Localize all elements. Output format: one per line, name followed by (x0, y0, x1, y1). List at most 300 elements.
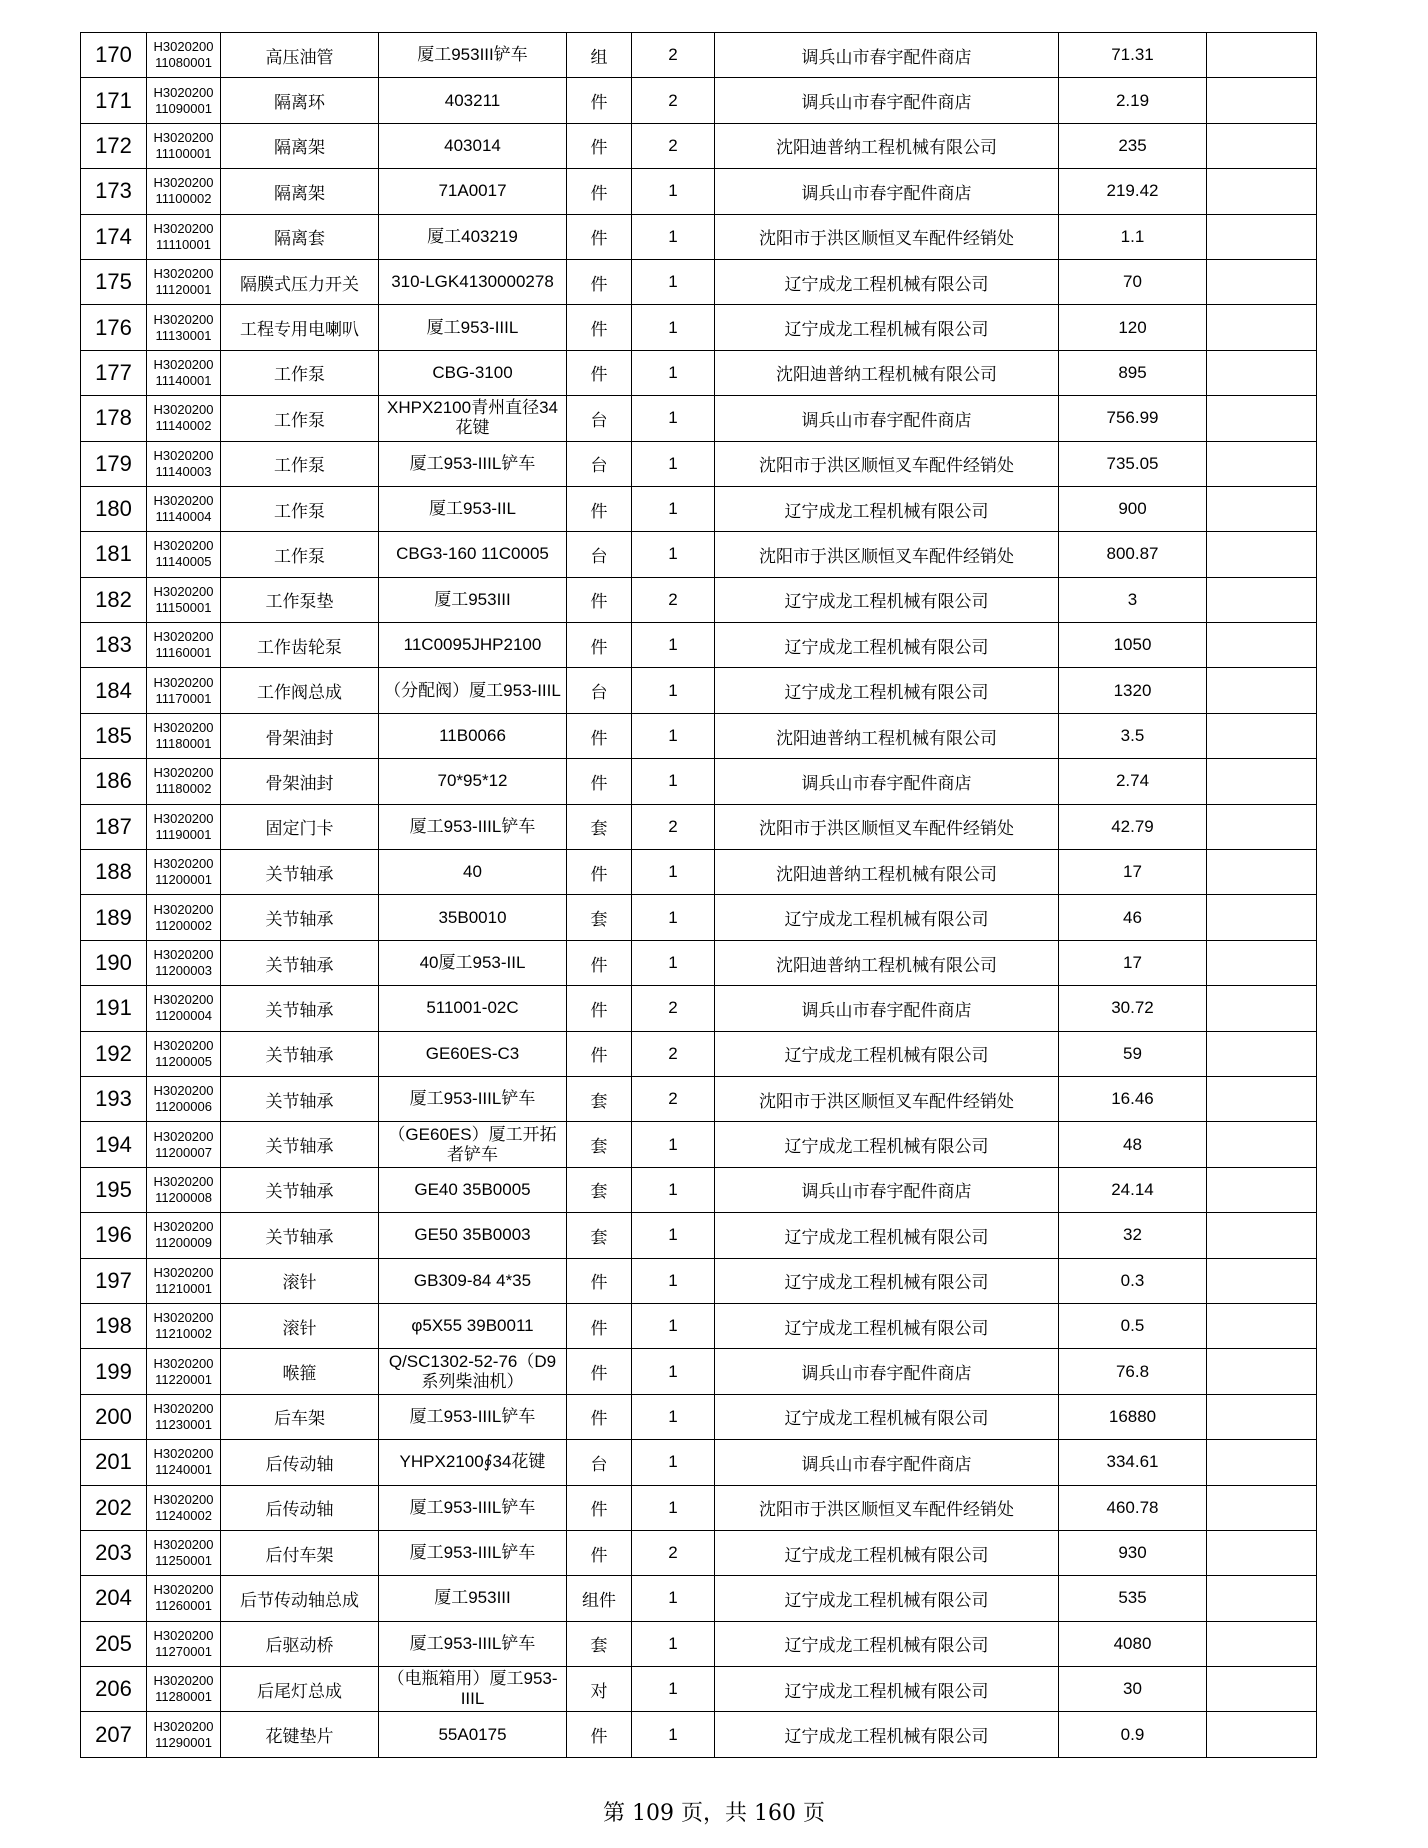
remark (1207, 1621, 1317, 1666)
unit: 台 (567, 396, 632, 441)
quantity: 1 (632, 441, 715, 486)
remark (1207, 259, 1317, 304)
remark (1207, 713, 1317, 758)
quantity: 1 (632, 713, 715, 758)
row-number: 195 (81, 1167, 147, 1212)
part-name: 工程专用电喇叭 (221, 305, 379, 350)
part-spec: 厦工953III (379, 577, 567, 622)
remark (1207, 78, 1317, 123)
material-code (147, 1485, 221, 1530)
quantity: 1 (632, 1667, 715, 1712)
remark (1207, 668, 1317, 713)
remark (1207, 396, 1317, 441)
unit-price: 0.5 (1059, 1303, 1207, 1348)
material-code (147, 623, 221, 668)
unit-price: 235 (1059, 123, 1207, 168)
part-name: 固定门卡 (221, 804, 379, 849)
part-spec: φ5X55 39B0011 (379, 1303, 567, 1348)
part-spec: 厦工953-IIIL铲车 (379, 1485, 567, 1530)
unit-price: 735.05 (1059, 441, 1207, 486)
part-name: 工作泵垫 (221, 577, 379, 622)
table-row (81, 532, 1317, 577)
supplier: 辽宁成龙工程机械有限公司 (715, 1621, 1059, 1666)
remark (1207, 1576, 1317, 1621)
table-row (81, 123, 1317, 168)
quantity: 1 (632, 1485, 715, 1530)
material-code-line: H3020200 (153, 175, 214, 191)
part-name: 工作阀总成 (221, 668, 379, 713)
table-row (81, 759, 1317, 804)
unit-price: 1.1 (1059, 214, 1207, 259)
material-code-line: 11140001 (155, 372, 212, 388)
part-spec: GE40 35B0005 (379, 1167, 567, 1212)
supplier: 沈阳市于洪区顺恒叉车配件经销处 (715, 804, 1059, 849)
quantity: 2 (632, 33, 715, 78)
table-row (81, 396, 1317, 441)
material-code-line: 11200009 (155, 1235, 212, 1251)
material-code-line: H3020200 (153, 84, 214, 100)
part-spec: 厦工953-IIIL铲车 (379, 1394, 567, 1439)
unit: 件 (567, 713, 632, 758)
material-code-line: 11130001 (155, 327, 212, 343)
row-number: 183 (81, 623, 147, 668)
part-spec: GE60ES-C3 (379, 1031, 567, 1076)
material-code (147, 396, 221, 441)
remark (1207, 1440, 1317, 1485)
table-row (81, 1122, 1317, 1167)
material-code-line: H3020200 (153, 538, 214, 554)
table-row (81, 1167, 1317, 1212)
unit: 套 (567, 1167, 632, 1212)
material-code-line: 11240001 (155, 1462, 212, 1478)
material-code-line: H3020200 (153, 765, 214, 781)
material-code-line: H3020200 (153, 856, 214, 872)
material-code-line: 11220001 (155, 1371, 212, 1387)
quantity: 1 (632, 759, 715, 804)
unit-price: 71.31 (1059, 33, 1207, 78)
material-code-line: H3020200 (153, 1582, 214, 1598)
part-name: 后尾灯总成 (221, 1667, 379, 1712)
supplier: 辽宁成龙工程机械有限公司 (715, 1530, 1059, 1575)
unit: 件 (567, 1031, 632, 1076)
table-row (81, 623, 1317, 668)
unit-price: 17 (1059, 850, 1207, 895)
quantity: 2 (632, 123, 715, 168)
quantity: 2 (632, 1530, 715, 1575)
row-number: 185 (81, 713, 147, 758)
remark (1207, 1667, 1317, 1712)
table-row (81, 78, 1317, 123)
table-row (81, 486, 1317, 531)
remark (1207, 623, 1317, 668)
row-number: 173 (81, 169, 147, 214)
row-number: 170 (81, 33, 147, 78)
material-code (147, 1667, 221, 1712)
row-number: 193 (81, 1076, 147, 1121)
unit-price: 0.3 (1059, 1258, 1207, 1303)
remark (1207, 577, 1317, 622)
material-code-line: H3020200 (153, 810, 214, 826)
material-code (147, 1576, 221, 1621)
material-code-line: 11200002 (155, 917, 212, 933)
part-name: 关节轴承 (221, 1031, 379, 1076)
quantity: 1 (632, 259, 715, 304)
unit-price: 900 (1059, 486, 1207, 531)
table-row (81, 895, 1317, 940)
part-spec: CBG3-160 11C0005 (379, 532, 567, 577)
material-code-line: H3020200 (153, 356, 214, 372)
row-number: 187 (81, 804, 147, 849)
unit-price: 120 (1059, 305, 1207, 350)
quantity: 1 (632, 486, 715, 531)
material-code-line: H3020200 (153, 39, 214, 55)
material-code-line: 11100002 (155, 191, 212, 207)
part-spec: 11C0095JHP2100 (379, 623, 567, 668)
supplier: 辽宁成龙工程机械有限公司 (715, 486, 1059, 531)
material-code (147, 532, 221, 577)
part-spec: Q/SC1302-52-76（D9系列柴油机） (379, 1349, 567, 1394)
material-code-line: 11200008 (155, 1189, 212, 1205)
part-spec: 403014 (379, 123, 567, 168)
material-code-line: 11200007 (155, 1144, 212, 1160)
row-number: 181 (81, 532, 147, 577)
remark (1207, 1394, 1317, 1439)
part-spec: 71A0017 (379, 169, 567, 214)
material-code (147, 850, 221, 895)
quantity: 2 (632, 78, 715, 123)
unit: 件 (567, 940, 632, 985)
remark (1207, 1213, 1317, 1258)
part-name: 后传动轴 (221, 1440, 379, 1485)
unit-price: 930 (1059, 1530, 1207, 1575)
material-code (147, 441, 221, 486)
table-row (81, 1576, 1317, 1621)
material-code (147, 123, 221, 168)
unit: 台 (567, 441, 632, 486)
material-code-line: H3020200 (153, 311, 214, 327)
material-code (147, 1303, 221, 1348)
row-number: 179 (81, 441, 147, 486)
unit-price: 460.78 (1059, 1485, 1207, 1530)
unit: 件 (567, 169, 632, 214)
material-code-line: H3020200 (153, 1310, 214, 1326)
row-number: 176 (81, 305, 147, 350)
part-spec: 厦工953III铲车 (379, 33, 567, 78)
row-number: 197 (81, 1258, 147, 1303)
material-code (147, 214, 221, 259)
material-code-line: 11290001 (155, 1734, 212, 1750)
row-number: 172 (81, 123, 147, 168)
material-code-line: 11180001 (155, 736, 212, 752)
part-name: 花键垫片 (221, 1712, 379, 1757)
part-name: 工作泵 (221, 350, 379, 395)
unit-price: 756.99 (1059, 396, 1207, 441)
material-code (147, 759, 221, 804)
supplier: 调兵山市春宇配件商店 (715, 78, 1059, 123)
page-footer: 第 109 页，共 160 页 (603, 1801, 825, 1826)
material-code-line: H3020200 (153, 1173, 214, 1189)
remark (1207, 850, 1317, 895)
row-number: 201 (81, 1440, 147, 1485)
part-name: 关节轴承 (221, 1122, 379, 1167)
part-name: 后付车架 (221, 1530, 379, 1575)
remark (1207, 1303, 1317, 1348)
row-number: 180 (81, 486, 147, 531)
part-spec: 厦工953-IIIL (379, 305, 567, 350)
material-code-line: 11110001 (156, 236, 211, 252)
part-spec: 厦工953-IIIL铲车 (379, 1621, 567, 1666)
material-code-line: 11100001 (155, 145, 212, 161)
part-spec: 厦工953-IIIL铲车 (379, 1076, 567, 1121)
supplier: 沈阳迪普纳工程机械有限公司 (715, 713, 1059, 758)
material-code-line: H3020200 (153, 583, 214, 599)
material-code-line: H3020200 (153, 1128, 214, 1144)
material-code (147, 940, 221, 985)
row-number: 199 (81, 1349, 147, 1394)
unit: 件 (567, 623, 632, 668)
supplier: 辽宁成龙工程机械有限公司 (715, 1213, 1059, 1258)
part-name: 关节轴承 (221, 1167, 379, 1212)
quantity: 2 (632, 577, 715, 622)
remark (1207, 804, 1317, 849)
part-spec: 35B0010 (379, 895, 567, 940)
unit: 套 (567, 1213, 632, 1258)
parts-table (80, 32, 1317, 1758)
row-number: 189 (81, 895, 147, 940)
part-name: 关节轴承 (221, 850, 379, 895)
material-code-line: 11080001 (155, 55, 212, 71)
table-row (81, 804, 1317, 849)
material-code-line: 11120001 (155, 282, 212, 298)
material-code (147, 1530, 221, 1575)
quantity: 2 (632, 986, 715, 1031)
material-code (147, 486, 221, 531)
unit-price: 30.72 (1059, 986, 1207, 1031)
row-number: 205 (81, 1621, 147, 1666)
table-row (81, 940, 1317, 985)
supplier: 调兵山市春宇配件商店 (715, 33, 1059, 78)
unit: 套 (567, 804, 632, 849)
remark (1207, 759, 1317, 804)
part-name: 隔离架 (221, 169, 379, 214)
unit-price: 30 (1059, 1667, 1207, 1712)
remark (1207, 1167, 1317, 1212)
remark (1207, 895, 1317, 940)
table-row (81, 1712, 1317, 1757)
material-code (147, 668, 221, 713)
quantity: 1 (632, 1349, 715, 1394)
quantity: 2 (632, 1031, 715, 1076)
material-code-line: 11140005 (155, 554, 212, 570)
quantity: 1 (632, 1213, 715, 1258)
unit: 件 (567, 1303, 632, 1348)
supplier: 沈阳市于洪区顺恒叉车配件经销处 (715, 441, 1059, 486)
material-code-line: H3020200 (153, 629, 214, 645)
remark (1207, 33, 1317, 78)
material-code-line: 11280001 (155, 1689, 212, 1705)
table-row (81, 668, 1317, 713)
table-row (81, 169, 1317, 214)
material-code-line: 11200006 (155, 1099, 212, 1115)
table-row (81, 1031, 1317, 1076)
part-name: 骨架油封 (221, 713, 379, 758)
supplier: 沈阳市于洪区顺恒叉车配件经销处 (715, 1485, 1059, 1530)
unit: 件 (567, 986, 632, 1031)
material-code-line: 11270001 (155, 1643, 212, 1659)
material-code (147, 895, 221, 940)
supplier: 辽宁成龙工程机械有限公司 (715, 623, 1059, 668)
supplier: 沈阳迪普纳工程机械有限公司 (715, 850, 1059, 895)
row-number: 203 (81, 1530, 147, 1575)
part-name: 喉箍 (221, 1349, 379, 1394)
part-name: 滚针 (221, 1258, 379, 1303)
unit: 件 (567, 1394, 632, 1439)
supplier: 辽宁成龙工程机械有限公司 (715, 1712, 1059, 1757)
unit: 台 (567, 532, 632, 577)
material-code (147, 1440, 221, 1485)
table-row (81, 577, 1317, 622)
unit: 件 (567, 1530, 632, 1575)
unit: 件 (567, 486, 632, 531)
supplier: 辽宁成龙工程机械有限公司 (715, 1667, 1059, 1712)
material-code-line: 11140002 (155, 418, 212, 434)
unit: 件 (567, 577, 632, 622)
quantity: 1 (632, 1122, 715, 1167)
row-number: 194 (81, 1122, 147, 1167)
part-name: 隔离环 (221, 78, 379, 123)
table-row (81, 1485, 1317, 1530)
material-code-line: H3020200 (153, 266, 214, 282)
supplier: 调兵山市春宇配件商店 (715, 1167, 1059, 1212)
unit-price: 16880 (1059, 1394, 1207, 1439)
material-code (147, 577, 221, 622)
unit-price: 219.42 (1059, 169, 1207, 214)
unit: 件 (567, 123, 632, 168)
material-code-line: H3020200 (153, 992, 214, 1008)
part-name: 关节轴承 (221, 1213, 379, 1258)
supplier: 辽宁成龙工程机械有限公司 (715, 895, 1059, 940)
row-number: 206 (81, 1667, 147, 1712)
material-code (147, 1258, 221, 1303)
remark (1207, 986, 1317, 1031)
remark (1207, 1712, 1317, 1757)
quantity: 1 (632, 169, 715, 214)
unit-price: 334.61 (1059, 1440, 1207, 1485)
material-code-line: 11160001 (155, 645, 212, 661)
material-code-line: H3020200 (153, 447, 214, 463)
unit: 件 (567, 850, 632, 895)
remark (1207, 532, 1317, 577)
table-row (81, 441, 1317, 486)
material-code-line: H3020200 (153, 129, 214, 145)
quantity: 1 (632, 895, 715, 940)
remark (1207, 169, 1317, 214)
material-code-line: 11140004 (155, 509, 212, 525)
material-code-line: 11170001 (155, 690, 212, 706)
material-code-line: 11250001 (155, 1553, 212, 1569)
supplier: 沈阳迪普纳工程机械有限公司 (715, 123, 1059, 168)
table-row (81, 33, 1317, 78)
quantity: 1 (632, 214, 715, 259)
part-name: 高压油管 (221, 33, 379, 78)
unit-price: 17 (1059, 940, 1207, 985)
part-spec: 55A0175 (379, 1712, 567, 1757)
material-code (147, 1122, 221, 1167)
row-number: 198 (81, 1303, 147, 1348)
quantity: 1 (632, 1303, 715, 1348)
unit-price: 16.46 (1059, 1076, 1207, 1121)
row-number: 178 (81, 396, 147, 441)
unit-price: 32 (1059, 1213, 1207, 1258)
supplier: 辽宁成龙工程机械有限公司 (715, 668, 1059, 713)
material-code-line: 11200004 (155, 1008, 212, 1024)
quantity: 1 (632, 668, 715, 713)
supplier: 辽宁成龙工程机械有限公司 (715, 1303, 1059, 1348)
material-code-line: 11140003 (155, 463, 212, 479)
part-spec: 310-LGK4130000278 (379, 259, 567, 304)
part-name: 工作齿轮泵 (221, 623, 379, 668)
supplier: 辽宁成龙工程机械有限公司 (715, 305, 1059, 350)
quantity: 1 (632, 1258, 715, 1303)
supplier: 调兵山市春宇配件商店 (715, 1349, 1059, 1394)
material-code-line: H3020200 (153, 674, 214, 690)
quantity: 1 (632, 396, 715, 441)
unit: 件 (567, 78, 632, 123)
remark (1207, 940, 1317, 985)
part-name: 隔离架 (221, 123, 379, 168)
row-number: 204 (81, 1576, 147, 1621)
supplier: 辽宁成龙工程机械有限公司 (715, 1122, 1059, 1167)
supplier: 辽宁成龙工程机械有限公司 (715, 1394, 1059, 1439)
quantity: 1 (632, 1167, 715, 1212)
part-name: 隔离套 (221, 214, 379, 259)
part-spec: （分配阀）厦工953-IIIL (379, 668, 567, 713)
material-code-line: H3020200 (153, 402, 214, 418)
part-spec: 厦工403219 (379, 214, 567, 259)
material-code-line: H3020200 (153, 1446, 214, 1462)
row-number: 200 (81, 1394, 147, 1439)
row-number: 192 (81, 1031, 147, 1076)
row-number: 171 (81, 78, 147, 123)
part-name: 滚针 (221, 1303, 379, 1348)
part-name: 工作泵 (221, 532, 379, 577)
supplier: 调兵山市春宇配件商店 (715, 759, 1059, 804)
unit: 件 (567, 759, 632, 804)
unit: 台 (567, 1440, 632, 1485)
remark (1207, 214, 1317, 259)
part-spec: 厦工953III (379, 1576, 567, 1621)
supplier: 辽宁成龙工程机械有限公司 (715, 577, 1059, 622)
remark (1207, 1530, 1317, 1575)
row-number: 182 (81, 577, 147, 622)
part-spec: 厦工953-IIIL铲车 (379, 804, 567, 849)
supplier: 沈阳市于洪区顺恒叉车配件经销处 (715, 214, 1059, 259)
material-code (147, 1621, 221, 1666)
unit-price: 3.5 (1059, 713, 1207, 758)
material-code (147, 1349, 221, 1394)
remark (1207, 1258, 1317, 1303)
row-number: 190 (81, 940, 147, 985)
part-name: 工作泵 (221, 486, 379, 531)
table-row (81, 259, 1317, 304)
material-code-line: 11190001 (155, 826, 212, 842)
part-name: 工作泵 (221, 396, 379, 441)
quantity: 1 (632, 305, 715, 350)
part-spec: 511001-02C (379, 986, 567, 1031)
material-code-line: H3020200 (153, 1219, 214, 1235)
material-code-line: H3020200 (153, 1537, 214, 1553)
remark (1207, 1349, 1317, 1394)
